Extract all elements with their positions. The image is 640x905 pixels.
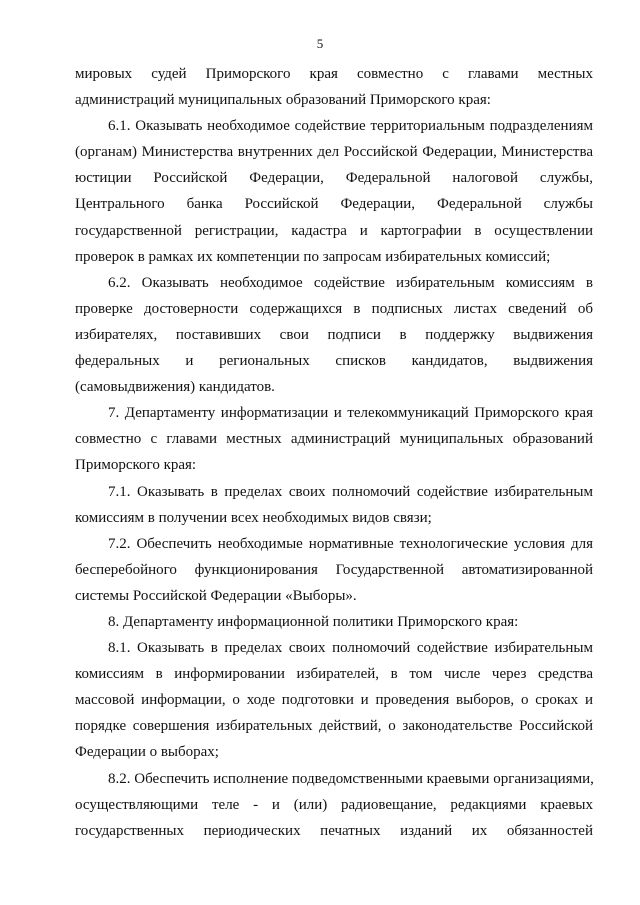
text-line: осуществляющими теле - и (или) радиовещание, редакциями краевых [75,796,593,813]
text-line: 8. Департаменту информационной политики Приморского края: [108,613,519,630]
text-line: порядке совершения избирательных действий, о законодательстве Российской [75,718,593,735]
text-line: проверке достоверности содержащихся в подписных листах сведений об [75,300,593,317]
paragraph-8-2 [75,766,593,844]
paragraph-7 [75,400,593,478]
text-line: Федерации о выборах; [75,744,219,761]
text-line: государственных периодических печатных изданий их обязанностей [75,822,593,839]
text-line: системы Российской Федерации «Выборы». [75,587,357,604]
text-line: 8.2. Обеспечить исполнение подведомственными краевыми организациями, [108,770,594,787]
paragraph-7-2 [75,531,593,609]
text-line: федеральных и региональных списков кандидатов, выдвижения [75,353,593,370]
paragraph-8-1 [75,635,593,765]
paragraph-6-1 [75,113,593,270]
paragraph-continuation [75,61,593,113]
text-line: Приморского края: [75,457,197,474]
text-line: совместно с главами местных администраций муниципальных образований [75,431,593,448]
text-line: администраций муниципальных образований Приморского края: [75,92,491,109]
text-line: комиссиям в информировании избирателей, в том числе через средства [75,666,593,683]
text-line: 7. Департаменту информатизации и телекоммуникаций Приморского края [108,405,593,422]
text-line: мировых судей Приморского края совместно с главами местных [75,66,593,82]
text-line: 6.1. Оказывать необходимое содействие территориальным подразделениям [108,118,593,135]
text-line: проверок в рамках их компетенции по запросам избирательных комиссий; [75,248,551,265]
document-body [75,61,593,844]
page-number: 5 [316,36,324,51]
text-line: комиссиям в получении всех необходимых видов связи; [75,509,432,526]
text-line: избирателях, поставивших свои подписи в поддержку выдвижения [75,326,593,343]
text-line: (органам) Министерства внутренних дел Российской Федерации, Министерства [75,144,593,161]
paragraph-7-1 [75,479,593,531]
text-line: 7.1. Оказывать в пределах своих полномочий содействие избирательным [108,483,593,500]
text-line: юстиции Российской Федерации, Федеральной налоговой службы, [75,170,593,187]
paragraph-8 [75,609,593,635]
text-line: массовой информации, о ходе подготовки и проведения выборов, о сроках и [75,692,593,709]
text-line: Центрального банка Российской Федерации, Федеральной службы [75,196,593,213]
text-line: бесперебойного функционирования Государственной автоматизированной [75,561,593,578]
text-line: 7.2. Обеспечить необходимые нормативные технологические условия для [108,535,593,552]
text-line: 6.2. Оказывать необходимое содействие избирательным комиссиям в [108,274,593,291]
text-line: 8.1. Оказывать в пределах своих полномочий содействие избирательным [108,640,593,657]
text-line: государственной регистрации, кадастра и картографии в осуществлении [75,222,593,239]
text-line: (самовыдвижения) кандидатов. [75,379,275,396]
paragraph-6-2 [75,270,593,400]
